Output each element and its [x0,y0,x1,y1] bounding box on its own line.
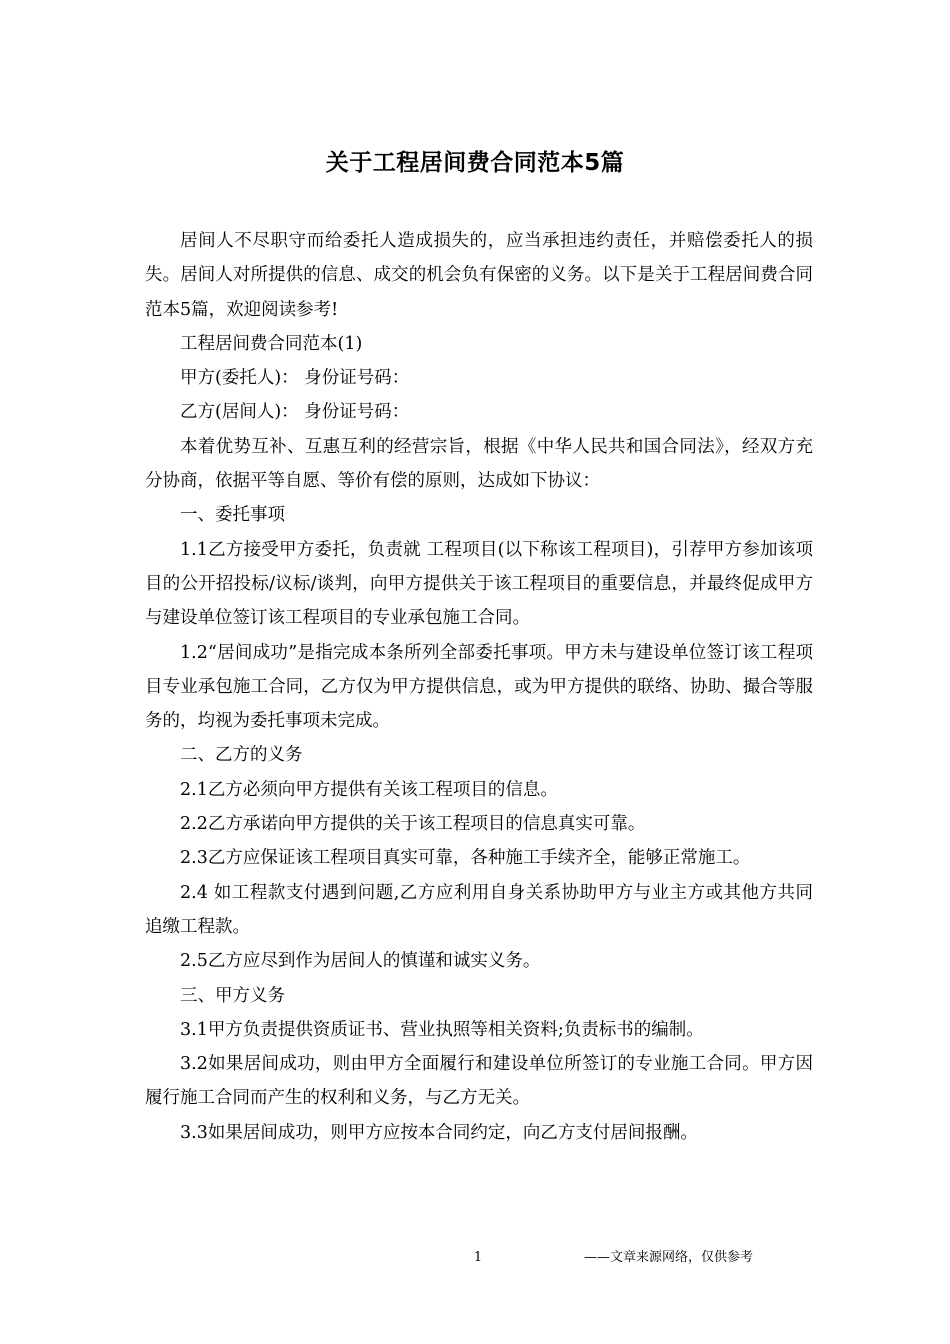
clause-paragraph: 3.1甲方负责提供资质证书、营业执照等相关资料;负责标书的编制。 [180,1019,704,1040]
clause-paragraph: 2.4 如工程款支付遇到问题,乙方应利用自身关系协助甲方与业主方或其他方共同追缴工程款。 [145,882,813,937]
party-a-line: 甲方(委托人)： 身份证号码： [180,368,410,389]
clause-paragraph: 3.2如果居间成功，则由甲方全面履行和建设单位所签订的专业施工合同。甲方因履行施工合同而产生的权利和义务，与乙方无关。 [145,1054,813,1109]
document-title: 关于工程居间费合同范本5篇 [325,150,625,176]
preamble-paragraph: 本着优势互补、互惠互利的经营宗旨，根据《中华人民共和国合同法》，经双方充分协商，依据平等自愿、等价有偿的原则，达成如下协议： [145,436,813,492]
contract-heading: 工程居间费合同范本(1) [180,333,363,354]
clause-paragraph: 2.5乙方应尽到作为居间人的慎谨和诚实义务。 [180,951,541,972]
clause-paragraph: 2.3乙方应保证该工程项目真实可靠，各种施工手续齐全，能够正常施工。 [180,848,751,869]
clause-paragraph: 1.2“居间成功”是指完成本条所列全部委托事项。甲方未与建设单位签订该工程项目专业承包施工合同，乙方仅为甲方提供信息，或为甲方提供的联络、协助、撮合等服务的，均视为委托事项未完成。 [145,642,813,732]
section-heading: 二、乙方的义务 [180,745,303,766]
clause-paragraph: 1.1乙方接受甲方委托，负责就 工程项目(以下称该工程项目)，引荐甲方参加该项目的公开招投标/议标/谈判，向甲方提供关于该工程项目的重要信息，并最终促成甲方与建设单位签订该工程项目的专业承包施工合同。 [145,539,813,629]
clause-paragraph: 3.3如果居间成功，则甲方应按本合同约定，向乙方支付居间报酬。 [180,1122,698,1143]
document-body [145,224,813,1150]
party-b-line: 乙方(居间人)： 身份证号码： [180,402,410,423]
section-heading: 三、甲方义务 [180,985,285,1006]
page-number: 1 [473,1250,483,1265]
clause-paragraph: 2.1乙方必须向甲方提供有关该工程项目的信息。 [180,779,558,800]
section-heading: 一、委托事项 [180,505,285,526]
intro-paragraph: 居间人不尽职守而给委托人造成损失的，应当承担违约责任，并赔偿委托人的损失。居间人对所提供的信息、成交的机会负有保密的义务。以下是关于工程居间费合同范本5篇，欢迎阅读参考! [145,231,813,320]
clause-paragraph: 2.2乙方承诺向甲方提供的关于该工程项目的信息真实可靠。 [180,814,646,835]
footer-source-note: ——文章来源网络，仅供参考 [584,1250,754,1265]
